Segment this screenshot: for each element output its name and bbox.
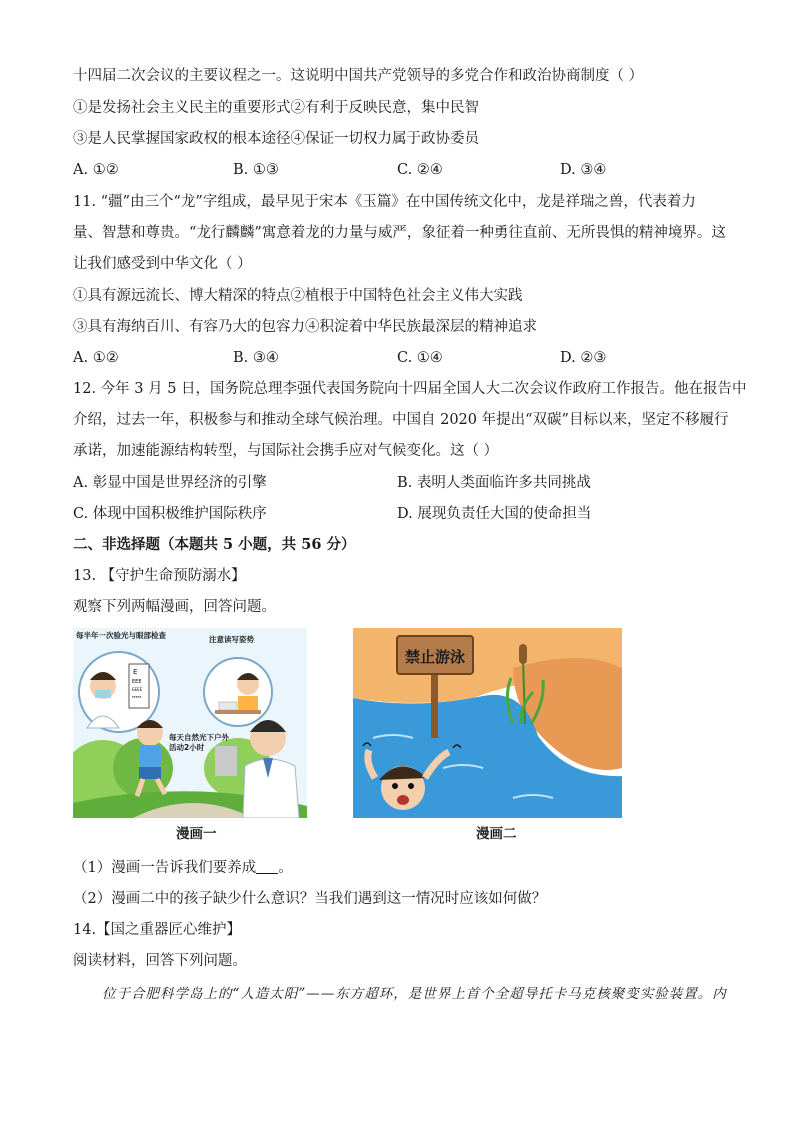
comic-1-label-middle-1: 每天自然光下户外 — [169, 733, 229, 742]
comic-1-label-middle-2: 活动2小时 — [169, 743, 205, 752]
svg-text:EEE: EEE — [132, 679, 142, 685]
comic-1-illustration — [73, 628, 307, 818]
q13-sub-1-answer-blank[interactable] — [256, 859, 278, 874]
q11-line-1: 11. “疆”由三个“龙”字组成，最早见于宋本《玉篇》在中国传统文化中，龙是祥瑞之兽，代表着力 — [73, 194, 696, 210]
q13-sub-2: （2）漫画二中的孩子缺少什么意识？当我们遇到这一情况时应该如何做？ — [73, 891, 547, 907]
q13-sub-1-after: 。 — [278, 860, 293, 876]
q13-sub-1-before: （1）漫画一告诉我们要养成 — [73, 860, 257, 876]
svg-text:EEEE: EEEE — [132, 687, 143, 692]
q10-option-d[interactable]: D. ③④ — [560, 162, 607, 178]
comic-2-sign-text: 禁止游泳 — [405, 648, 466, 666]
comic-1 — [73, 628, 307, 818]
comic-2-illustration — [353, 628, 622, 818]
q12-line-3: 承诺，加速能源结构转型，与国际社会携手应对气候变化。这（ ） — [73, 443, 499, 459]
comic-2 — [353, 628, 622, 818]
q10-statements-1: ①是发扬社会主义民主的重要形式②有利于反映民意，集中民智 — [73, 100, 479, 116]
q14-intro: 阅读材料，回答下列问题。 — [73, 953, 247, 969]
comic-1-label-top-left: 每半年一次验光与眼部检查 — [76, 631, 166, 640]
q11-line-2: 量、智慧和尊贵。“龙行麟麟”寓意着龙的力量与威严，象征着一种勇往直前、无所畏惧的精神境界。这 — [73, 225, 726, 241]
q10-statements-2: ③是人民掌握国家政权的根本途径④保证一切权力属于政协委员 — [73, 131, 479, 147]
section-2-heading: 二、非选择题（本题共 5 小题，共 56 分） — [73, 536, 356, 553]
comic-2-caption: 漫画二 — [476, 826, 517, 842]
q11-option-d[interactable]: D. ②③ — [560, 350, 607, 366]
q11-statements-2: ③具有海纳百川、有容乃大的包容力④积淀着中华民族最深层的精神追求 — [73, 319, 537, 335]
comic-1-label-top-right: 注意读写姿势 — [209, 635, 254, 644]
q14-material: 位于合肥科学岛上的“人造太阳”——东方超环，是世界上首个全超导托卡马克核聚变实验装置。内 — [102, 986, 727, 1002]
q10-option-b[interactable]: B. ①③ — [233, 162, 279, 178]
q10-option-c[interactable]: C. ②④ — [397, 162, 443, 178]
q13-intro: 观察下列两幅漫画，回答问题。 — [73, 599, 276, 615]
q11-line-3: 让我们感受到中华文化（ ） — [73, 256, 252, 272]
q11-statements-1: ①具有源远流长、博大精深的特点②植根于中国特色社会主义伟大实践 — [73, 288, 523, 304]
svg-text:EEEEE: EEEEE — [132, 695, 142, 699]
q12-option-c[interactable]: C. 体现中国积极维护国际秩序 — [73, 506, 267, 522]
q12-option-d[interactable]: D. 展现负责任大国的使命担当 — [397, 506, 592, 522]
q10-option-a[interactable]: A. ①② — [73, 162, 119, 178]
q13-title: 13. 【守护生命预防溺水】 — [73, 568, 246, 584]
q14-title: 14.【国之重器匠心维护】 — [73, 922, 242, 938]
q12-option-b[interactable]: B. 表明人类面临许多共同挑战 — [397, 475, 591, 491]
comic-1-caption: 漫画一 — [176, 826, 217, 842]
q12-line-2: 介绍，过去一年，积极参与和推动全球气候治理。中国自 2020 年提出“双碳”目标以来，坚定不移履行 — [73, 412, 729, 428]
q11-option-c[interactable]: C. ①④ — [397, 350, 443, 366]
q13-sub-1 — [73, 858, 293, 878]
q11-option-b[interactable]: B. ③④ — [233, 350, 279, 366]
q12-option-a[interactable]: A. 彰显中国是世界经济的引擎 — [73, 475, 267, 491]
q10-stem-tail: 十四届二次会议的主要议程之一。这说明中国共产党领导的多党合作和政治协商制度（ ） — [73, 68, 644, 84]
q12-line-1: 12. 今年 3 月 5 日，国务院总理李强代表国务院向十四届全国人大二次会议作政府工作报告。他在报告中 — [73, 381, 747, 397]
svg-text:E: E — [133, 668, 138, 676]
q11-option-a[interactable]: A. ①② — [73, 350, 119, 366]
